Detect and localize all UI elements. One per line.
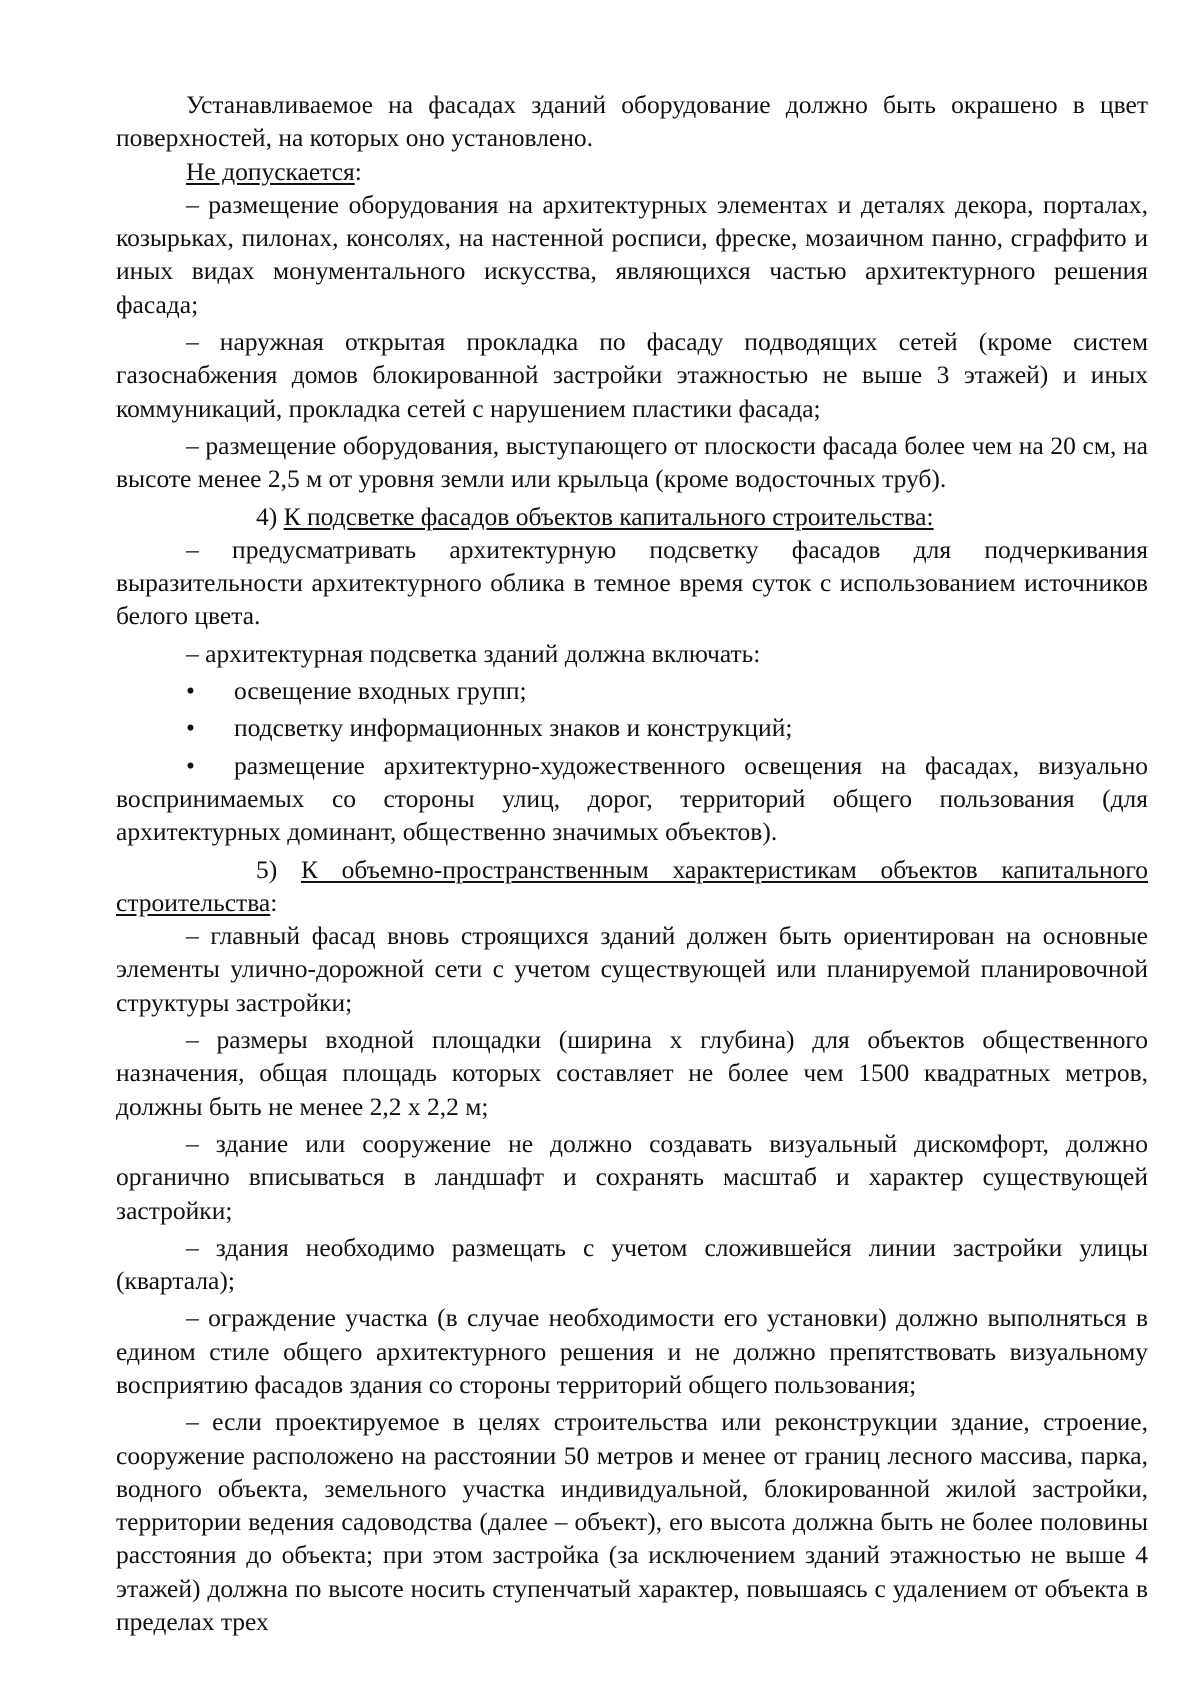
bullet-item-2-text: подсветку информационных знаков и конструкций; bbox=[234, 713, 793, 743]
section-5-colon: : bbox=[270, 887, 278, 917]
section-5-item-3: – здание или сооружение не должно создавать визуальный дискомфорт, должно органично вписываться в ландшафт и сохранять масштаб и характер существующей застройки; bbox=[116, 1128, 1148, 1225]
section-5-item-5: – ограждение участка (в случае необходимости его установки) должно выполняться в едином стиле общего архитектурного решения и не должно препятствовать визуальному восприятию фасадов здания со стороны территорий общего пользования; bbox=[116, 1303, 1148, 1399]
list-item-dash-1: – размещение оборудования на архитектурных элементах и деталях декора, порталах, козырьках, пилонах, консолях, на настенной росписи, фреске, мозаичном панно, сграффито и иных видах монументального искусства, являющихся частью архитектурного решения фасада; bbox=[116, 189, 1148, 319]
not-allowed-heading bbox=[116, 155, 1148, 188]
list-item-dash-3: – размещение оборудования, выступающего от плоскости фасада более чем на 20 см, на высоте менее 2,5 м от уровня земли или крыльца (кроме водосточных труб). bbox=[116, 430, 1148, 494]
bullet-item-2 bbox=[116, 711, 1148, 744]
not-allowed-heading-text: Не допускается bbox=[186, 156, 355, 186]
bullet-item-3 bbox=[116, 749, 1148, 849]
section-5-heading bbox=[116, 853, 1148, 920]
section-4-item-2: – архитектурная подсветка зданий должна включать: bbox=[186, 638, 761, 668]
section-5-item-1: – главный фасад вновь строящихся зданий должен быть ориентирован на основные элементы улично-дорожной сети с учетом существующей или планируемой планировочной структуры застройки; bbox=[116, 921, 1148, 1017]
bullet-icon: • bbox=[186, 713, 195, 743]
section-4-heading bbox=[116, 500, 1148, 533]
section-5-item-6: – если проектируемое в целях строительства или реконструкции здание, строение, сооружение расположено на расстоянии 50 метров и менее от границ лесного массива, парка, водного объекта, земельного участка индивидуальной, блокированной жилой застройки, территории ведения садоводства (далее – объект), его высота должна быть не более половины расстояния до объекта; при этом застройка (за исключением зданий этажностью не выше 4 этажей) должна по высоте носить ступенчатый характер, повышаясь с удалением от объекта в пределах трех bbox=[116, 1407, 1148, 1637]
bullet-icon: • bbox=[186, 750, 195, 780]
bullet-item-1-text: освещение входных групп; bbox=[234, 676, 527, 706]
section-5-item-2: – размеры входной площадки (ширина х глубина) для объектов общественного назначения, общая площадь которых составляет не более чем 1500 квадратных метров, должны быть не менее 2,2 х 2,2 м; bbox=[116, 1025, 1148, 1121]
document-page bbox=[116, 88, 1148, 1638]
paragraph-equipment-color: Устанавливаемое на фасадах зданий оборудование должно быть окрашено в цвет поверхностей, на которых оно установлено. bbox=[116, 90, 1148, 153]
section-5-title: К объемно-пространственным характеристикам объектов капитального строительства bbox=[116, 854, 1149, 917]
section-5-item-4: – здания необходимо размещать с учетом сложившейся линии застройки улицы (квартала); bbox=[116, 1232, 1148, 1296]
bullet-icon: • bbox=[186, 676, 195, 706]
list-item-dash-2: – наружная открытая прокладка по фасаду подводящих сетей (кроме систем газоснабжения домов блокированной застройки этажностью не выше 3 этажей) и иных коммуникаций, прокладка сетей с нарушением пластики фасада; bbox=[116, 327, 1148, 423]
not-allowed-colon: : bbox=[354, 156, 362, 186]
section-4-item-1: – предусматривать архитектурную подсветку фасадов для подчеркивания выразительности архитектурного облика в темное время суток с использованием источников белого цвета. bbox=[116, 534, 1148, 631]
section-5-number: 5) bbox=[256, 854, 278, 884]
bullet-item-3-text: размещение архитектурно-художественного освещения на фасадах, визуально воспринимаемых со стороны улиц, дорог, территорий общего пользования (для архитектурных доминант, общественно значимых объектов). bbox=[116, 750, 1148, 847]
bullet-item-1 bbox=[116, 674, 1148, 707]
section-4-title: К подсветке фасадов объектов капитального строительства: bbox=[283, 501, 934, 531]
section-4-number: 4) bbox=[256, 501, 278, 531]
